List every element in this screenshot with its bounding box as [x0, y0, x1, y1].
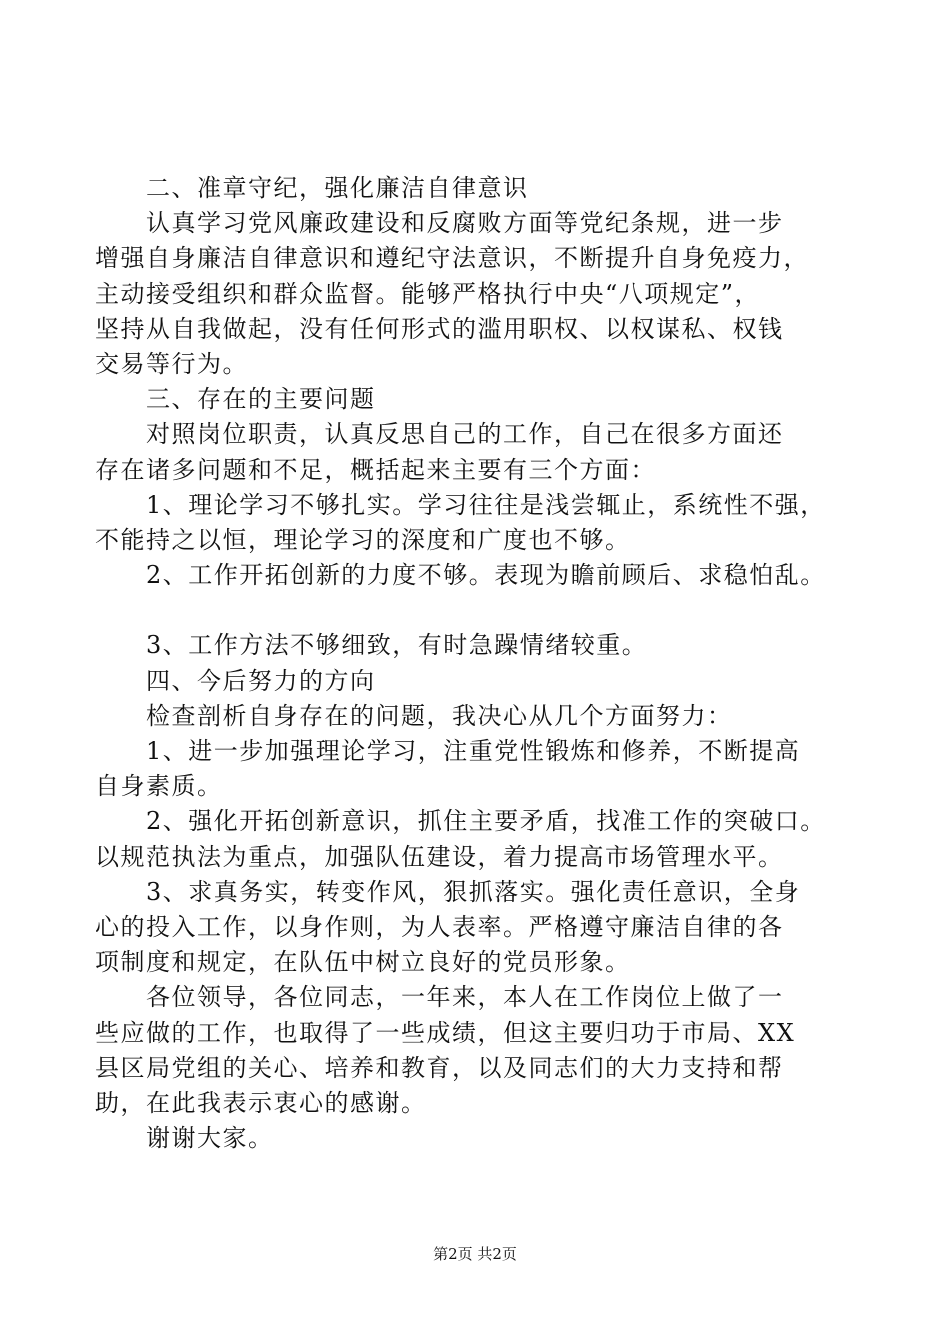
paragraph-line: 主动接受组织和群众监督。能够严格执行中央“八项规定”，	[95, 279, 761, 308]
list-item-line: 不能持之以恒，理论学习的深度和广度也不够。	[95, 525, 631, 554]
list-item-line: 项制度和规定，在队伍中树立良好的党员形象。	[95, 948, 631, 977]
paragraph-line: 坚持从自我做起，没有任何形式的滥用职权、以权谋私、权钱	[95, 314, 784, 343]
paragraph-line: 助，在此我表示衷心的感谢。	[95, 1088, 427, 1117]
document-body	[95, 171, 855, 1156]
blank-line	[95, 593, 855, 628]
paragraph-line: 存在诸多问题和不足，概括起来主要有三个方面：	[95, 455, 656, 484]
list-item-line: 自身素质。	[95, 772, 223, 801]
list-item-line: 1、进一步加强理论学习，注重党性锻炼和修养，不断提高	[95, 737, 801, 765]
list-item-line: 3、求真务实，转变作风，狠抓落实。强化责任意识，全身	[95, 877, 801, 906]
section-heading-2: 二、准章守纪，强化廉洁自律意识	[95, 174, 529, 202]
paragraph-line: 检查剖析自身存在的问题，我决心从几个方面努力：	[95, 701, 733, 730]
paragraph-line: 些应做的工作，也取得了一些成绩，但这主要归功于市局、XX	[95, 1018, 796, 1047]
paragraph-line: 交易等行为。	[95, 349, 248, 378]
paragraph-line: 认真学习党风廉政建设和反腐败方面等党纪条规，进一步	[95, 209, 784, 238]
list-item-line: 2、工作开拓创新的力度不够。表现为瞻前顾后、求稳怕乱。	[95, 561, 826, 590]
paragraph-line: 增强自身廉洁自律意识和遵纪守法意识，不断提升自身免疫力，	[95, 244, 809, 273]
paragraph-line: 各位领导，各位同志，一年来，本人在工作岗位上做了一	[95, 983, 784, 1012]
paragraph-line: 对照岗位职责，认真反思自己的工作，自己在很多方面还	[95, 420, 784, 449]
list-item-line: 2、强化开拓创新意识，抓住主要矛盾，找准工作的突破口。	[95, 807, 826, 836]
list-item-line: 心的投入工作，以身作则，为人表率。严格遵守廉洁自律的各	[95, 912, 784, 941]
section-heading-3: 三、存在的主要问题	[95, 385, 376, 414]
paragraph-line: 县区局党组的关心、培养和教育，以及同志们的大力支持和帮	[95, 1053, 784, 1082]
list-item-line: 3、工作方法不够细致，有时急躁情绪较重。	[95, 631, 648, 660]
section-heading-4: 四、今后努力的方向	[95, 666, 376, 695]
closing-line: 谢谢大家。	[95, 1124, 274, 1153]
list-item-line: 以规范执法为重点，加强队伍建设，着力提高市场管理水平。	[95, 842, 784, 871]
list-item-line: 1、理论学习不够扎实。学习往往是浅尝辄止，系统性不强，	[95, 490, 826, 519]
page-footer: 第2页 共2页	[433, 1245, 517, 1263]
